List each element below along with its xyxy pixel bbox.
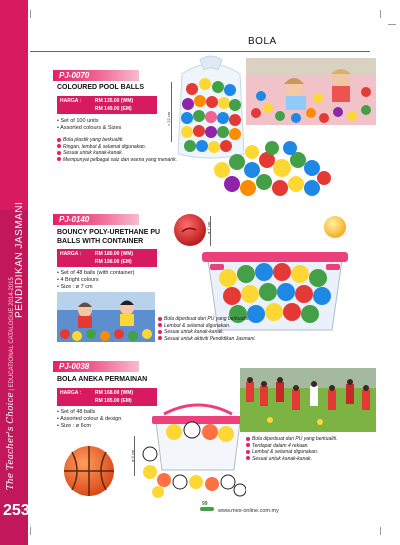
spec-line: • 4 Bright colours	[57, 277, 99, 283]
product-title-line: BOUNCY POLY-URETHANE PU	[57, 229, 161, 236]
product-code-bar: PJ-0140	[53, 214, 139, 225]
spec-line: • Set of 48 balls (with container)	[57, 270, 135, 276]
product-specs	[57, 270, 134, 291]
sidebar-catalogue-text	[6, 250, 16, 490]
price-wm: RM 168.00 (WM)	[95, 390, 134, 396]
feature-item	[246, 456, 337, 463]
basketball-image	[62, 444, 116, 498]
section-title: BOLA	[248, 36, 277, 47]
kids-playing-balls-photo	[57, 292, 155, 342]
product-code-bar: PJ-0070	[53, 70, 139, 81]
crop-mark	[380, 527, 381, 535]
assorted-balls-container-image	[136, 392, 246, 502]
product-title-line: COLOURED POOL BALLS	[57, 84, 144, 91]
spec-line: • Assorted colours & Sizes	[57, 125, 122, 131]
logo-number: 99	[202, 501, 208, 507]
product-features	[158, 316, 256, 342]
spec-line: • Size : ø 6cm	[57, 423, 92, 429]
dimension-label: ø 6 cm	[130, 449, 135, 462]
product-code-bar: PJ-0038	[53, 361, 139, 372]
product-title	[57, 228, 160, 246]
sidebar-brand: The Teacher's Choice	[6, 392, 16, 490]
feature-text: Sesuai untuk kanak-kanak.	[252, 455, 313, 462]
product-title	[57, 375, 147, 384]
page-number: 253	[3, 502, 30, 519]
price-label: HARGA :	[60, 98, 82, 104]
spec-line: • Set of 48 balls	[57, 409, 96, 415]
price-em: RM 185.00 (EM)	[95, 398, 132, 404]
price-wm: RM 180.00 (WM)	[95, 251, 134, 257]
product-title-line: BALLS WITH CONTAINER	[57, 238, 144, 245]
feature-text: Bola plastik yang berkualiti.	[63, 137, 124, 143]
company-logo-icon	[200, 502, 214, 512]
spec-line: • Size : ø 7 cm	[57, 284, 93, 290]
sidebar-top-band	[0, 0, 28, 210]
feature-text: Lembut & selamat digunakan.	[252, 449, 319, 455]
sidebar-category: PENDIDIKAN JASMANI	[14, 201, 25, 318]
spec-line: • Assorted colour & design	[57, 416, 122, 422]
product-features	[57, 137, 177, 163]
product-title-line: BOLA ANEKA PERMAINAN	[57, 376, 148, 383]
price-em: RM 149.00 (EM)	[95, 106, 132, 112]
header-rule	[30, 51, 370, 52]
yellow-pu-ball-image	[322, 214, 348, 240]
product-specs	[57, 409, 121, 430]
price-box	[57, 249, 157, 267]
feature-text: Terdapat dalam 4 rekaan.	[252, 442, 309, 449]
product-title	[57, 83, 144, 92]
ball-pit-kids-photo	[246, 58, 376, 125]
price-label: HARGA :	[60, 251, 82, 257]
product-specs	[57, 118, 121, 132]
price-box	[57, 96, 157, 114]
feature-text: Sesuai untuk aktiviti Pendidikan Jasmani.	[164, 335, 256, 342]
feature-text: Sesuai untuk kanak-kanak.	[63, 150, 124, 156]
crop-mark	[380, 10, 381, 18]
sidebar-catalogue: | EDUCATIONAL CATALOGUE 2014-2015	[9, 277, 15, 391]
dimension-label: ø 7 cm	[206, 221, 211, 234]
feature-text: Bola diperbuat dari PU yang berkualiti.	[252, 436, 338, 442]
dimension-label: ≈ 22 cm	[166, 111, 171, 126]
price-em: RM 198.00 (EM)	[95, 259, 132, 265]
feature-item	[158, 336, 256, 343]
crop-mark	[30, 10, 31, 18]
spec-line: • Set of 100 units	[57, 118, 99, 124]
crop-mark	[388, 24, 396, 25]
feature-text: Lembut & selamat digunakan.	[164, 322, 231, 329]
product-features	[246, 436, 337, 462]
feature-text: Ringan, lembut & selamat digunakan.	[63, 143, 147, 150]
feature-item	[57, 157, 177, 164]
sports-day-photo	[240, 368, 376, 432]
footer-url: www.mes-online.com.my	[218, 508, 279, 514]
feature-text: Mempunyai pelbagai saiz dan warna yang menarik.	[63, 156, 177, 163]
loose-balls-image	[212, 140, 332, 202]
price-wm: RM 135.00 (WM)	[95, 98, 134, 104]
crop-mark	[30, 527, 31, 535]
price-label: HARGA :	[60, 390, 82, 396]
feature-text: Bola diperbuat dari PU yang berkualiti.	[164, 316, 250, 322]
feature-text: Sesuai untuk kanak-kanak.	[164, 329, 225, 335]
